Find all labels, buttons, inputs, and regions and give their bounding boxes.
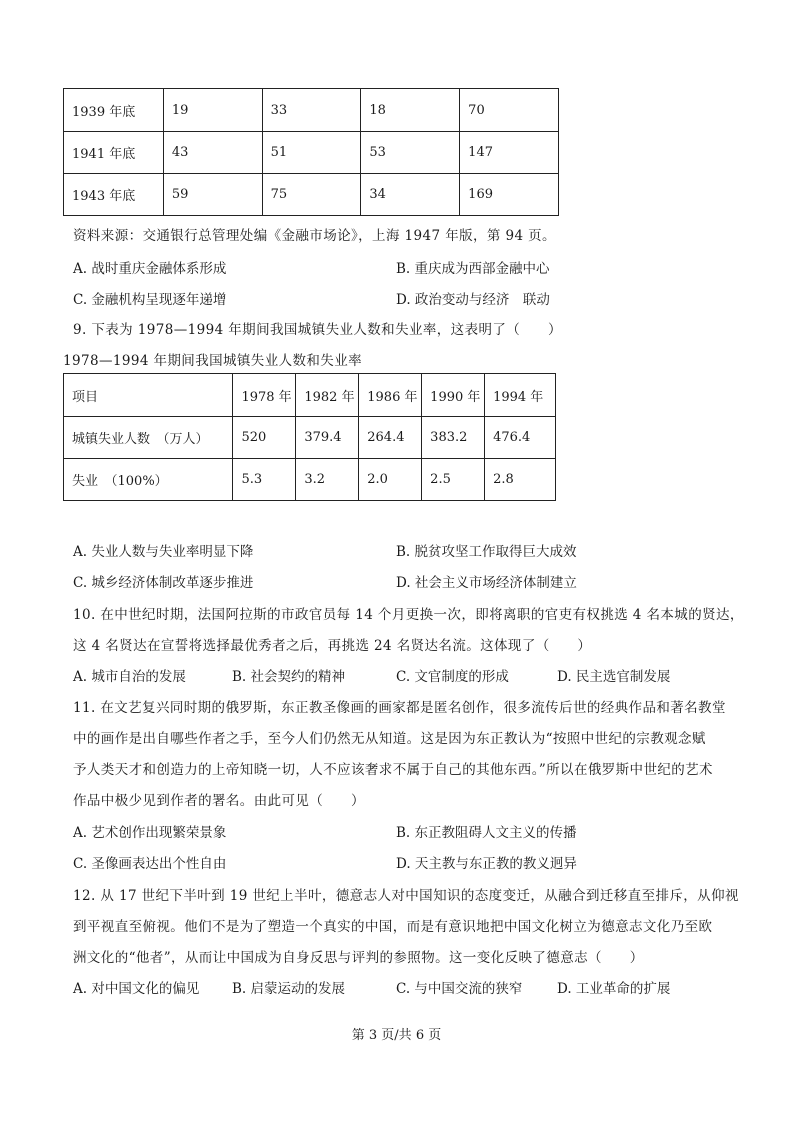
- table-cell: 城镇失业人数 （万人）: [64, 417, 233, 459]
- bank-table: [63, 88, 559, 216]
- q12-option-a[interactable]: A. 对中国文化的偏见: [73, 981, 200, 997]
- table-header-cell: 1994 年: [485, 374, 556, 417]
- q10-option-c[interactable]: C. 文官制度的形成: [396, 669, 509, 685]
- table-cell: 1939 年底: [64, 89, 164, 132]
- q11-option-b[interactable]: B. 东正教阻碍人文主义的传播: [396, 825, 577, 841]
- table-cell: 51: [262, 132, 361, 174]
- q11-option-a[interactable]: A. 艺术创作出现繁荣景象: [73, 825, 227, 841]
- table-cell: 476.4: [485, 417, 556, 459]
- q10-option-a[interactable]: A. 城市自治的发展: [73, 669, 186, 685]
- table-cell: 520: [233, 417, 296, 459]
- q11-option-c[interactable]: C. 圣像画表达出个性自由: [73, 856, 227, 872]
- q12-stem-line: 洲文化的“他者”，从而让中国成为自身反思与评判的参照物。这一变化反映了德意志（ ）: [73, 950, 644, 966]
- table-cell: 2.8: [485, 459, 556, 501]
- table-cell: 失业 （100%）: [64, 459, 233, 501]
- table-cell: 34: [361, 174, 460, 216]
- table-cell: 33: [262, 89, 361, 132]
- q9-table-title: 1978—1994 年期间我国城镇失业人数和失业率: [63, 353, 363, 369]
- table-row: [64, 417, 556, 459]
- table-cell: 75: [262, 174, 361, 216]
- table-cell: 2.0: [359, 459, 422, 501]
- q10-option-b[interactable]: B. 社会契约的精神: [232, 669, 346, 685]
- q10-option-d[interactable]: D. 民主选官制发展: [557, 669, 671, 685]
- table-cell: 383.2: [422, 417, 485, 459]
- q11-stem-line: 11. 在文艺复兴同时期的俄罗斯，东正教圣像画的画家都是匿名创作，很多流传后世的经典作品和著名教堂: [73, 700, 726, 716]
- table-cell: 43: [163, 132, 262, 174]
- table-header-row: [64, 374, 556, 417]
- q9-option-d[interactable]: D. 社会主义市场经济体制建立: [396, 575, 577, 591]
- q10-stem-line: 10. 在中世纪时期，法国阿拉斯的市政官员每 14 个月更换一次，即将离职的官吏有权挑选 4 名本城的贤达，: [73, 607, 744, 623]
- q8-option-a[interactable]: A. 战时重庆金融体系形成: [73, 261, 227, 277]
- q9-option-c[interactable]: C. 城乡经济体制改革逐步推进: [73, 575, 254, 591]
- table-cell: 1941 年底: [64, 132, 164, 174]
- table-cell: 70: [460, 89, 559, 132]
- q10-stem-line: 这 4 名贤达在宣誓将选择最优秀者之后，再挑选 24 名贤达名流。这体现了（ ）: [73, 638, 592, 654]
- table-header-cell: 1978 年: [233, 374, 296, 417]
- q9-option-b[interactable]: B. 脱贫攻坚工作取得巨大成效: [396, 544, 577, 560]
- table-cell: 19: [163, 89, 262, 132]
- table-cell: 264.4: [359, 417, 422, 459]
- q12-option-b[interactable]: B. 启蒙运动的发展: [232, 981, 346, 997]
- unemployment-table: [63, 373, 556, 501]
- table-source: 资料来源：交通银行总管理处编《金融市场论》，上海 1947 年版，第 94 页。: [73, 228, 556, 244]
- table-cell: 2.5: [422, 459, 485, 501]
- q8-option-c[interactable]: C. 金融机构呈现逐年递增: [73, 292, 227, 308]
- table-cell: 1943 年底: [64, 174, 164, 216]
- table-cell: 169: [460, 174, 559, 216]
- table-cell: 59: [163, 174, 262, 216]
- q11-option-d[interactable]: D. 天主教与东正教的教义迥异: [396, 856, 577, 872]
- table-row: [64, 174, 559, 216]
- table-header-cell: 项目: [64, 374, 233, 417]
- page-number: 第 3 页/共 6 页: [351, 1028, 442, 1043]
- table-cell: 379.4: [296, 417, 359, 459]
- table-row: [64, 459, 556, 501]
- table-cell: 53: [361, 132, 460, 174]
- q9-stem: 9. 下表为 1978—1994 年期间我国城镇失业人数和失业率，这表明了（ ）: [73, 322, 562, 338]
- table-header-cell: 1986 年: [359, 374, 422, 417]
- q9-option-a[interactable]: A. 失业人数与失业率明显下降: [73, 544, 254, 560]
- q8-option-d[interactable]: D. 政治变动与经济 联动: [396, 292, 550, 308]
- table-cell: 5.3: [233, 459, 296, 501]
- q11-stem-line: 中的画作是出自哪些作者之手，至今人们仍然无从知道。这是因为东正教认为“按照中世纪的宗教观念赋: [73, 731, 706, 747]
- table-cell: 3.2: [296, 459, 359, 501]
- q12-stem-line: 到平视直至俯视。他们不是为了塑造一个真实的中国，而是有意识地把中国文化树立为德意志文化乃至欧: [73, 919, 713, 935]
- q11-stem-line: 作品中极少见到作者的署名。由此可见（ ）: [73, 793, 365, 809]
- q12-option-d[interactable]: D. 工业革命的扩展: [557, 981, 671, 997]
- q12-option-c[interactable]: C. 与中国交流的狭窄: [396, 981, 523, 997]
- table-header-cell: 1982 年: [296, 374, 359, 417]
- q12-stem-line: 12. 从 17 世纪下半叶到 19 世纪上半叶，德意志人对中国知识的态度变迁，从融合到迁移直至排斥，从仰视: [73, 888, 739, 904]
- table-row: [64, 132, 559, 174]
- q8-option-b[interactable]: B. 重庆成为西部金融中心: [396, 261, 550, 277]
- table-cell: 18: [361, 89, 460, 132]
- table-cell: 147: [460, 132, 559, 174]
- table-header-cell: 1990 年: [422, 374, 485, 417]
- q11-stem-line: 予人类天才和创造力的上帝知晓一切，人不应该奢求不属于自己的其他东西。”所以在俄罗斯中世纪的艺术: [73, 762, 713, 778]
- table-row: [64, 89, 559, 132]
